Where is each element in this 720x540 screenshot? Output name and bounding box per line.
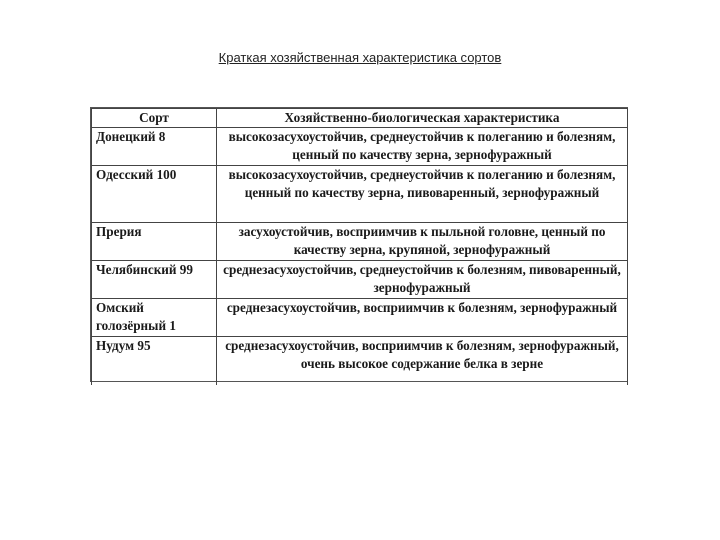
table-row bbox=[92, 166, 628, 223]
table-row bbox=[92, 261, 628, 299]
variety-name: Одесский 100 bbox=[92, 166, 217, 223]
variety-description: среднезасухоустойчив, восприимчив к болезням, зернофуражный, очень высокое содержание белка в зерне bbox=[217, 337, 628, 386]
table-row bbox=[92, 299, 628, 337]
column-header-characteristic: Хозяйственно-биологическая характеристика bbox=[217, 109, 628, 128]
page-title: Краткая хозяйственная характеристика сортов bbox=[218, 50, 502, 65]
variety-name: Омский голозёрный 1 bbox=[92, 299, 217, 337]
column-header-variety: Сорт bbox=[92, 109, 217, 128]
varieties-table-container bbox=[90, 107, 628, 382]
variety-description: среднезасухоустойчив, среднеустойчив к болезням, пивоваренный, зернофуражный bbox=[217, 261, 628, 299]
table-header-row bbox=[92, 109, 628, 128]
variety-name: Нудум 95 bbox=[92, 337, 217, 386]
table-row bbox=[92, 337, 628, 386]
variety-name: Челябинский 99 bbox=[92, 261, 217, 299]
variety-description: засухоустойчив, восприимчив к пыльной головне, ценный по качеству зерна, крупяной, зернофуражный bbox=[217, 223, 628, 261]
variety-name: Донецкий 8 bbox=[92, 128, 217, 166]
table-row bbox=[92, 128, 628, 166]
variety-name: Прерия bbox=[92, 223, 217, 261]
variety-description: высокозасухоустойчив, среднеустойчив к полеганию и болезням, ценный по качеству зерна, пивоваренный, зернофуражный bbox=[217, 166, 628, 223]
varieties-table bbox=[91, 108, 628, 385]
variety-description: высокозасухоустойчив, среднеустойчив к полеганию и болезням, ценный по качеству зерна, зернофуражный bbox=[217, 128, 628, 166]
variety-description: среднезасухоустойчив, восприимчив к болезням, зернофуражный bbox=[217, 299, 628, 337]
table-row bbox=[92, 223, 628, 261]
